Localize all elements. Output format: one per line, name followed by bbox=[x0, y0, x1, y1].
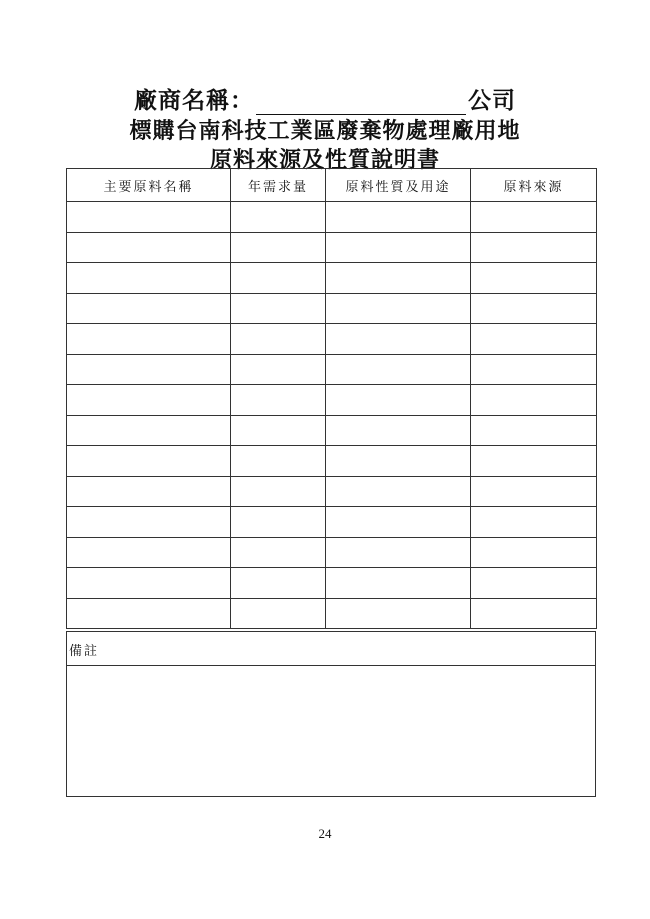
table-row bbox=[67, 446, 597, 477]
cell-annual-demand[interactable] bbox=[231, 385, 326, 416]
table-row bbox=[67, 354, 597, 385]
cell-annual-demand[interactable] bbox=[231, 415, 326, 446]
cell-annual-demand[interactable] bbox=[231, 476, 326, 507]
table-header-row bbox=[67, 169, 597, 202]
cell-annual-demand[interactable] bbox=[231, 568, 326, 599]
cell-material-properties[interactable] bbox=[326, 324, 471, 355]
cell-material-name[interactable] bbox=[67, 568, 231, 599]
cell-annual-demand[interactable] bbox=[231, 446, 326, 477]
cell-annual-demand[interactable] bbox=[231, 598, 326, 629]
cell-material-name[interactable] bbox=[67, 385, 231, 416]
column-header-material-name: 主要原料名稱 bbox=[67, 169, 231, 202]
table-row bbox=[67, 537, 597, 568]
cell-material-source[interactable] bbox=[471, 568, 597, 599]
cell-material-name[interactable] bbox=[67, 446, 231, 477]
table-row bbox=[67, 415, 597, 446]
materials-table bbox=[66, 168, 597, 629]
cell-annual-demand[interactable] bbox=[231, 354, 326, 385]
vendor-name-blank[interactable] bbox=[256, 92, 466, 115]
cell-material-properties[interactable] bbox=[326, 568, 471, 599]
cell-material-name[interactable] bbox=[67, 476, 231, 507]
cell-material-source[interactable] bbox=[471, 507, 597, 538]
cell-material-source[interactable] bbox=[471, 293, 597, 324]
cell-material-properties[interactable] bbox=[326, 293, 471, 324]
cell-material-name[interactable] bbox=[67, 202, 231, 233]
cell-material-source[interactable] bbox=[471, 598, 597, 629]
table-row bbox=[67, 598, 597, 629]
cell-material-source[interactable] bbox=[471, 354, 597, 385]
cell-material-properties[interactable] bbox=[326, 507, 471, 538]
cell-material-source[interactable] bbox=[471, 476, 597, 507]
table-row bbox=[67, 476, 597, 507]
table-row bbox=[67, 202, 597, 233]
cell-material-properties[interactable] bbox=[326, 476, 471, 507]
cell-annual-demand[interactable] bbox=[231, 537, 326, 568]
cell-material-name[interactable] bbox=[67, 324, 231, 355]
cell-material-properties[interactable] bbox=[326, 537, 471, 568]
cell-material-name[interactable] bbox=[67, 232, 231, 263]
cell-material-source[interactable] bbox=[471, 446, 597, 477]
document-title-line-2: 原料來源及性質說明書 bbox=[209, 147, 440, 173]
page-number: 24 bbox=[318, 826, 332, 841]
table-row bbox=[67, 568, 597, 599]
cell-material-source[interactable] bbox=[471, 263, 597, 294]
cell-annual-demand[interactable] bbox=[231, 263, 326, 294]
cell-annual-demand[interactable] bbox=[231, 293, 326, 324]
document-title-line-1: 標購台南科技工業區廢棄物處理廠用地 bbox=[129, 118, 521, 144]
cell-material-properties[interactable] bbox=[326, 263, 471, 294]
cell-annual-demand[interactable] bbox=[231, 324, 326, 355]
cell-material-name[interactable] bbox=[67, 507, 231, 538]
cell-material-properties[interactable] bbox=[326, 446, 471, 477]
cell-material-name[interactable] bbox=[67, 415, 231, 446]
table-row bbox=[67, 232, 597, 263]
cell-material-source[interactable] bbox=[471, 537, 597, 568]
table-row bbox=[67, 385, 597, 416]
table-body bbox=[67, 202, 597, 629]
cell-material-properties[interactable] bbox=[326, 202, 471, 233]
cell-material-source[interactable] bbox=[471, 202, 597, 233]
notes-section bbox=[66, 631, 596, 797]
cell-annual-demand[interactable] bbox=[231, 232, 326, 263]
cell-material-properties[interactable] bbox=[326, 598, 471, 629]
column-header-material-properties: 原料性質及用途 bbox=[326, 169, 471, 202]
notes-area[interactable] bbox=[67, 666, 595, 796]
cell-material-properties[interactable] bbox=[326, 232, 471, 263]
cell-material-properties[interactable] bbox=[326, 354, 471, 385]
column-header-material-source: 原料來源 bbox=[471, 169, 597, 202]
cell-material-source[interactable] bbox=[471, 232, 597, 263]
vendor-name-suffix: 公司 bbox=[468, 87, 516, 114]
cell-material-source[interactable] bbox=[471, 415, 597, 446]
table-row bbox=[67, 263, 597, 294]
column-header-annual-demand: 年需求量 bbox=[231, 169, 326, 202]
notes-label: 備註 bbox=[67, 632, 595, 666]
cell-material-name[interactable] bbox=[67, 537, 231, 568]
cell-material-properties[interactable] bbox=[326, 385, 471, 416]
cell-material-source[interactable] bbox=[471, 324, 597, 355]
table-row bbox=[67, 293, 597, 324]
table-row bbox=[67, 507, 597, 538]
cell-annual-demand[interactable] bbox=[231, 507, 326, 538]
table-row bbox=[67, 324, 597, 355]
cell-material-name[interactable] bbox=[67, 263, 231, 294]
vendor-name-line bbox=[0, 82, 650, 115]
vendor-name-label: 廠商名稱： bbox=[134, 87, 254, 114]
cell-material-name[interactable] bbox=[67, 598, 231, 629]
cell-material-name[interactable] bbox=[67, 354, 231, 385]
cell-material-source[interactable] bbox=[471, 385, 597, 416]
cell-material-name[interactable] bbox=[67, 293, 231, 324]
cell-annual-demand[interactable] bbox=[231, 202, 326, 233]
cell-material-properties[interactable] bbox=[326, 415, 471, 446]
